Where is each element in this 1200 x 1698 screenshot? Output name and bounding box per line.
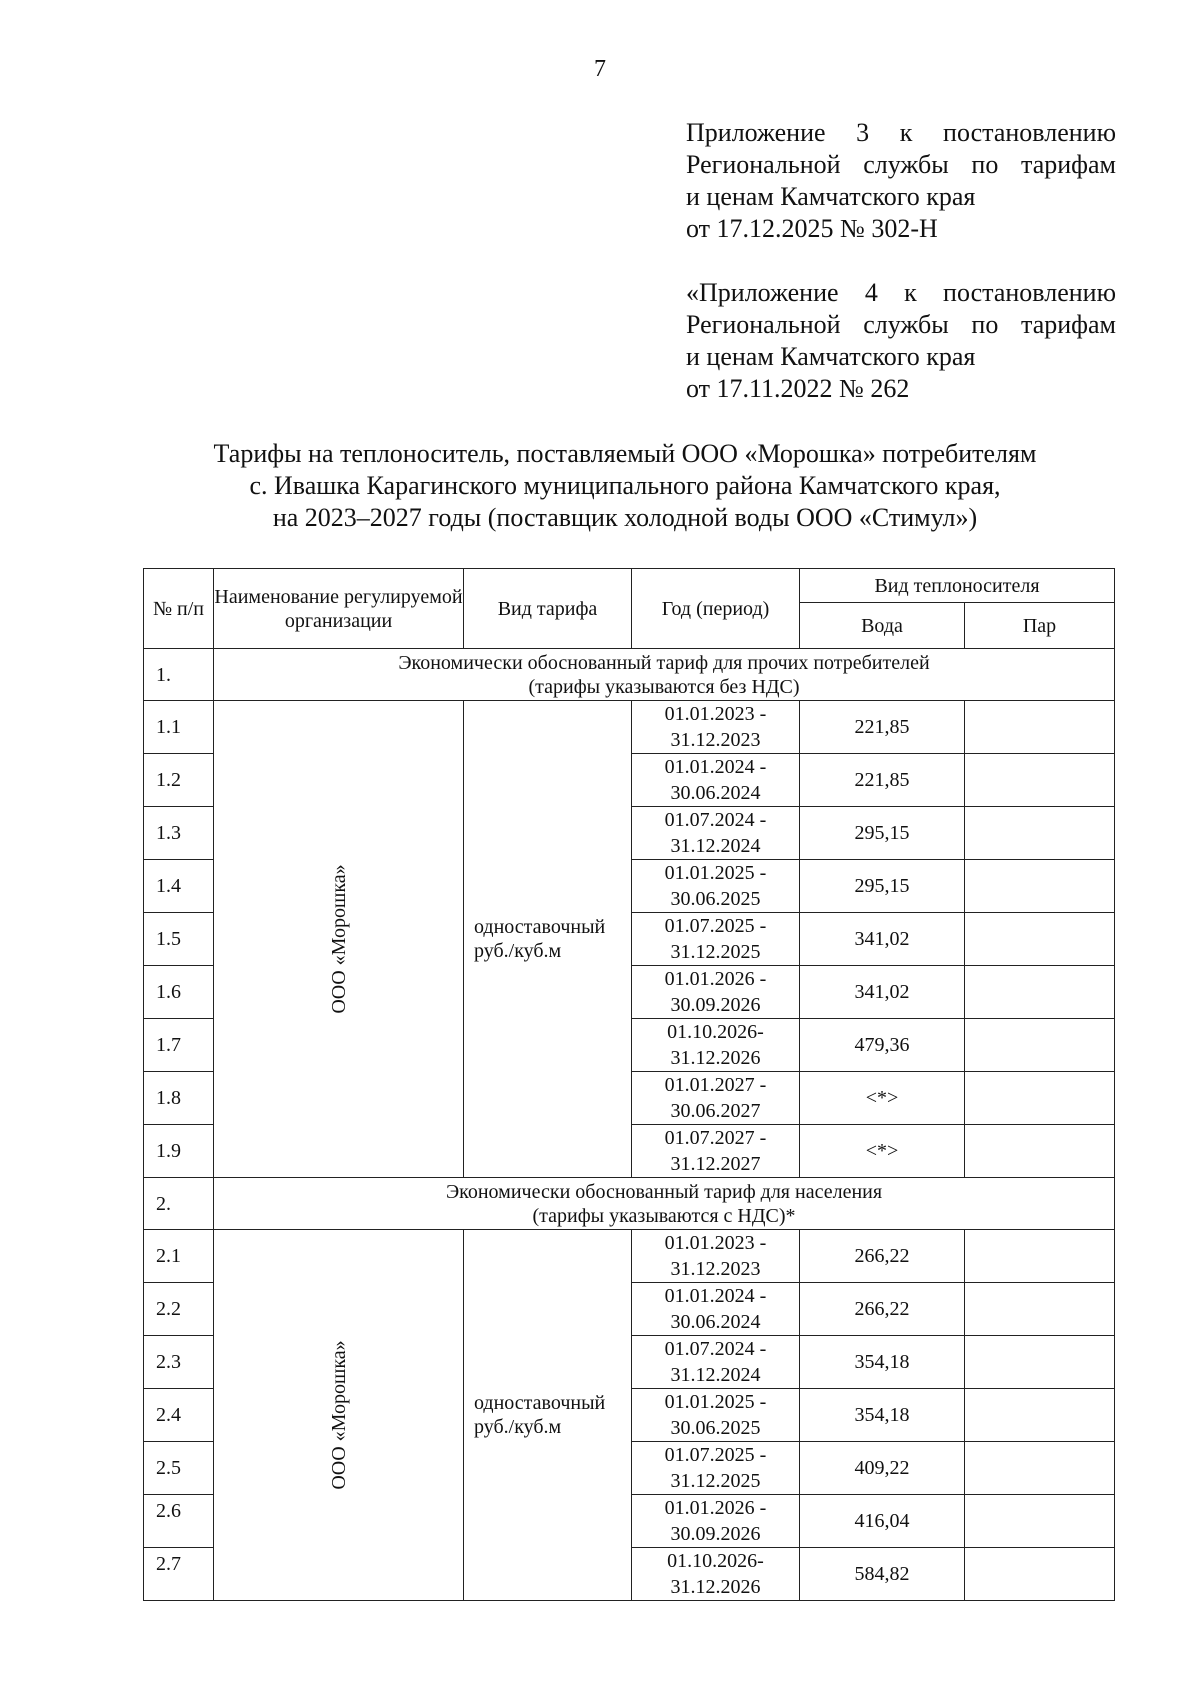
steam-tariff bbox=[965, 1336, 1115, 1389]
tariff-table bbox=[143, 568, 1115, 1601]
steam-tariff bbox=[965, 754, 1115, 807]
period-cell bbox=[632, 1019, 800, 1072]
steam-tariff bbox=[965, 1548, 1115, 1601]
period-cell bbox=[632, 1230, 800, 1283]
period-to: 31.12.2025 bbox=[670, 1470, 761, 1492]
appendix-line: Приложение 3 к постановлению bbox=[686, 118, 1116, 147]
steam-tariff bbox=[965, 1019, 1115, 1072]
period-from: 01.10.2026- bbox=[667, 1021, 764, 1043]
period-to: 31.12.2026 bbox=[670, 1047, 761, 1069]
water-tariff: 354,18 bbox=[800, 1336, 965, 1389]
period-to: 30.09.2026 bbox=[670, 1523, 761, 1545]
period-cell bbox=[632, 966, 800, 1019]
period-cell bbox=[632, 913, 800, 966]
period-to: 30.06.2027 bbox=[670, 1100, 761, 1122]
period-from: 01.07.2024 - bbox=[664, 1338, 767, 1360]
period-to: 31.12.2023 bbox=[670, 1258, 761, 1280]
period-cell bbox=[632, 1072, 800, 1125]
period-cell bbox=[632, 860, 800, 913]
document-title bbox=[0, 438, 1200, 534]
steam-tariff bbox=[965, 807, 1115, 860]
row-number: 1.4 bbox=[144, 860, 214, 913]
section-title-line: Экономически обоснованный тариф для прочих потребителей bbox=[398, 651, 930, 674]
header-steam: Пар bbox=[965, 603, 1115, 649]
row-number: 1.2 bbox=[144, 754, 214, 807]
period-cell bbox=[632, 1389, 800, 1442]
header-coolant: Вид теплоносителя bbox=[800, 569, 1115, 603]
row-number: 1.3 bbox=[144, 807, 214, 860]
appendix-current-header bbox=[686, 117, 1116, 245]
water-tariff: 416,04 bbox=[800, 1495, 965, 1548]
steam-tariff bbox=[965, 1389, 1115, 1442]
period-from: 01.01.2027 - bbox=[664, 1074, 767, 1096]
appendix-line: и ценам Камчатского края bbox=[686, 342, 976, 371]
steam-tariff bbox=[965, 966, 1115, 1019]
page-number: 7 bbox=[594, 56, 606, 82]
period-from: 01.01.2024 - bbox=[664, 756, 767, 778]
row-number: 2.4 bbox=[144, 1389, 214, 1442]
section-number: 1. bbox=[144, 649, 214, 701]
period-from: 01.07.2024 - bbox=[664, 809, 767, 831]
row-number: 2.3 bbox=[144, 1336, 214, 1389]
row-number: 1.5 bbox=[144, 913, 214, 966]
organization-cell bbox=[214, 701, 464, 1178]
table-row bbox=[144, 701, 1115, 754]
row-number: 2.7 bbox=[144, 1548, 214, 1601]
period-from: 01.07.2027 - bbox=[664, 1127, 767, 1149]
period-to: 31.12.2023 bbox=[670, 729, 761, 751]
period-to: 31.12.2026 bbox=[670, 1576, 761, 1598]
title-line: Тарифы на теплоноситель, поставляемый ООО «Морошка» потребителям bbox=[213, 439, 1037, 468]
period-from: 01.01.2023 - bbox=[664, 1232, 767, 1254]
appendix-line: от 17.12.2025 № 302-Н bbox=[686, 214, 938, 243]
period-to: 30.09.2026 bbox=[670, 994, 761, 1016]
water-tariff: 341,02 bbox=[800, 913, 965, 966]
period-from: 01.07.2025 - bbox=[664, 915, 767, 937]
period-from: 01.01.2023 - bbox=[664, 703, 767, 725]
water-tariff: 221,85 bbox=[800, 754, 965, 807]
header-num: № п/п bbox=[144, 569, 214, 649]
organization-name: ООО «Морошка» bbox=[327, 1340, 350, 1490]
header-tariff-type: Вид тарифа bbox=[464, 569, 632, 649]
period-to: 30.06.2025 bbox=[670, 1417, 761, 1439]
period-cell bbox=[632, 701, 800, 754]
title-line: на 2023–2027 годы (поставщик холодной воды ООО «Стимул») bbox=[272, 503, 978, 532]
period-cell bbox=[632, 1495, 800, 1548]
appendix-line: и ценам Камчатского края bbox=[686, 182, 976, 211]
steam-tariff bbox=[965, 701, 1115, 754]
steam-tariff bbox=[965, 1072, 1115, 1125]
section-title-line: (тарифы указываются без НДС) bbox=[528, 675, 800, 698]
water-tariff: <*> bbox=[800, 1072, 965, 1125]
title-line: с. Ивашка Карагинского муниципального района Камчатского края, bbox=[249, 471, 1001, 500]
table-row bbox=[144, 1230, 1115, 1283]
steam-tariff bbox=[965, 1230, 1115, 1283]
appendix-line: Региональной службы по тарифам bbox=[686, 150, 1116, 179]
period-to: 30.06.2024 bbox=[670, 1311, 761, 1333]
steam-tariff bbox=[965, 1495, 1115, 1548]
period-cell bbox=[632, 1442, 800, 1495]
water-tariff: 354,18 bbox=[800, 1389, 965, 1442]
tariff-type-line: одноставочный bbox=[474, 1392, 606, 1414]
period-from: 01.01.2026 - bbox=[664, 1497, 767, 1519]
section-header-row bbox=[144, 649, 1115, 701]
section-title bbox=[214, 649, 1115, 701]
header-water: Вода bbox=[800, 603, 965, 649]
period-cell bbox=[632, 1283, 800, 1336]
period-cell bbox=[632, 754, 800, 807]
appendix-line: «Приложение 4 к постановлению bbox=[686, 278, 1116, 307]
header-org: Наименование регулируемой организации bbox=[214, 569, 464, 649]
tariff-type-cell bbox=[464, 701, 632, 1178]
period-to: 31.12.2027 bbox=[670, 1153, 761, 1175]
period-cell bbox=[632, 1548, 800, 1601]
section-number: 2. bbox=[144, 1178, 214, 1230]
period-to: 31.12.2024 bbox=[670, 835, 761, 857]
row-number: 1.1 bbox=[144, 701, 214, 754]
steam-tariff bbox=[965, 1283, 1115, 1336]
tariff-type-line: руб./куб.м bbox=[474, 1416, 562, 1438]
steam-tariff bbox=[965, 1442, 1115, 1495]
tariff-type-line: одноставочный bbox=[474, 916, 606, 938]
steam-tariff bbox=[965, 860, 1115, 913]
period-cell bbox=[632, 1336, 800, 1389]
row-number: 2.6 bbox=[144, 1495, 214, 1548]
row-number: 1.7 bbox=[144, 1019, 214, 1072]
period-from: 01.10.2026- bbox=[667, 1550, 764, 1572]
water-tariff: 266,22 bbox=[800, 1230, 965, 1283]
water-tariff: 584,82 bbox=[800, 1548, 965, 1601]
appendix-previous-header bbox=[686, 277, 1116, 405]
header-period: Год (период) bbox=[632, 569, 800, 649]
appendix-line: от 17.11.2022 № 262 bbox=[686, 374, 910, 403]
steam-tariff bbox=[965, 1125, 1115, 1178]
period-to: 30.06.2025 bbox=[670, 888, 761, 910]
water-tariff: 266,22 bbox=[800, 1283, 965, 1336]
section-title-line: (тарифы указываются с НДС)* bbox=[532, 1204, 796, 1227]
appendix-line: Региональной службы по тарифам bbox=[686, 310, 1116, 339]
row-number: 1.6 bbox=[144, 966, 214, 1019]
water-tariff: 295,15 bbox=[800, 807, 965, 860]
tariff-type-cell bbox=[464, 1230, 632, 1601]
period-to: 31.12.2025 bbox=[670, 941, 761, 963]
tariff-type-line: руб./куб.м bbox=[474, 940, 562, 962]
organization-name: ООО «Морошка» bbox=[327, 864, 350, 1014]
section-title bbox=[214, 1178, 1115, 1230]
water-tariff: <*> bbox=[800, 1125, 965, 1178]
water-tariff: 479,36 bbox=[800, 1019, 965, 1072]
period-to: 31.12.2024 bbox=[670, 1364, 761, 1386]
period-cell bbox=[632, 807, 800, 860]
row-number: 2.2 bbox=[144, 1283, 214, 1336]
period-from: 01.01.2025 - bbox=[664, 862, 767, 884]
water-tariff: 295,15 bbox=[800, 860, 965, 913]
period-from: 01.07.2025 - bbox=[664, 1444, 767, 1466]
section-title-line: Экономически обоснованный тариф для населения bbox=[445, 1180, 883, 1203]
organization-cell bbox=[214, 1230, 464, 1601]
period-from: 01.01.2024 - bbox=[664, 1285, 767, 1307]
row-number: 1.8 bbox=[144, 1072, 214, 1125]
row-number: 2.1 bbox=[144, 1230, 214, 1283]
water-tariff: 341,02 bbox=[800, 966, 965, 1019]
period-cell bbox=[632, 1125, 800, 1178]
table-header-row bbox=[144, 569, 1115, 603]
period-from: 01.01.2026 - bbox=[664, 968, 767, 990]
row-number: 2.5 bbox=[144, 1442, 214, 1495]
water-tariff: 221,85 bbox=[800, 701, 965, 754]
row-number: 1.9 bbox=[144, 1125, 214, 1178]
period-from: 01.01.2025 - bbox=[664, 1391, 767, 1413]
section-header-row bbox=[144, 1178, 1115, 1230]
steam-tariff bbox=[965, 913, 1115, 966]
water-tariff: 409,22 bbox=[800, 1442, 965, 1495]
period-to: 30.06.2024 bbox=[670, 782, 761, 804]
